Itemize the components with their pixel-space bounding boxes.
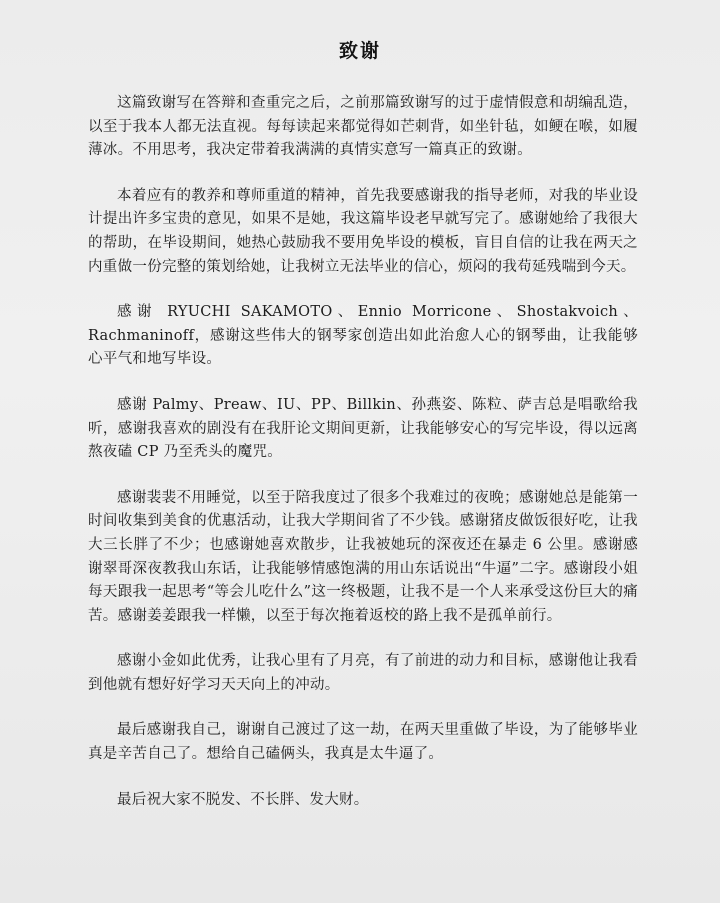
paragraph-advisor: 本着应有的教养和尊师重道的精神，首先我要感谢我的指导老师，对我的毕业设计提出许多宝贵的意见，如果不是她，我这篇毕设老早就写完了。感谢她给了我很大的帮助，在毕设期间，她热心鼓励我不要用免毕设的模板，盲目自信的让我在两天之内重做一份完整的策划给她，让我树立无法毕业的信心，烦闷的我苟延残喘到今天。: [88, 187, 638, 275]
paragraph-singers: 感谢 Palmy、Preaw、IU、PP、Billkin、孙燕姿、陈粒、萨吉总是唱歌给我听，感谢我喜欢的剧没有在我肝论文期间更新，让我能够安心的写完毕设，得以远离熬夜磕 CP 乃至秃头的魔咒。: [88, 396, 638, 461]
paragraph-xiaojin: 感谢小金如此优秀，让我心里有了月亮，有了前进的动力和目标，感谢他让我看到他就有想好好学习天天向上的冲动。: [88, 653, 638, 693]
document-body: [88, 92, 638, 834]
paragraph-closing: 最后祝大家不脱发、不长胖、发大财。: [117, 791, 369, 808]
paragraph-self: 最后感谢我自己，谢谢自己渡过了这一劫，在两天里重做了毕设，为了能够毕业真是辛苦自己了。想给自己磕俩头，我真是太牛逼了。: [88, 722, 638, 763]
paragraph-roommates: 感谢裴裴不用睡觉，以至于陪我度过了很多个我难过的夜晚；感谢她总是能第一时间收集到美食的优惠活动，让我大学期间省了不少钱。感谢猪皮做饭很好吃，让我大三长胖了不少；也感谢她喜欢散步，让我被她玩的深夜还在暴走 6 公里。感谢感谢翠哥深夜教我山东话，让我能够情感饱满的用山东话说出“牛逼”二字。感谢段小姐每天跟我一起思考“等会儿吃什么”这一终极题，让我不是一个人来承受这份巨大的痛苦。感谢姜姜跟我一样懒，以至于每次拖着返校的路上我不是孤单前行。: [88, 489, 638, 624]
paragraph-intro: 这篇致谢写在答辩和查重完之后，之前那篇致谢写的过于虚情假意和胡编乱造，以至于我本人都无法直视。每每读起来都觉得如芒刺背，如坐针毡，如鲠在喉，如履薄冰。不用思考，我决定带着我满满的真情实意写一篇真正的致谢。: [88, 95, 638, 159]
page-title: 致谢: [338, 40, 381, 62]
paragraph-pianists: 感谢 RYUCHI SAKAMOTO、Ennio Morricone、Shostakvoich、Rachmaninoff，感谢这些伟大的钢琴家创造出如此治愈人心的钢琴曲，让我能够心平气和地写毕设。: [88, 304, 638, 368]
